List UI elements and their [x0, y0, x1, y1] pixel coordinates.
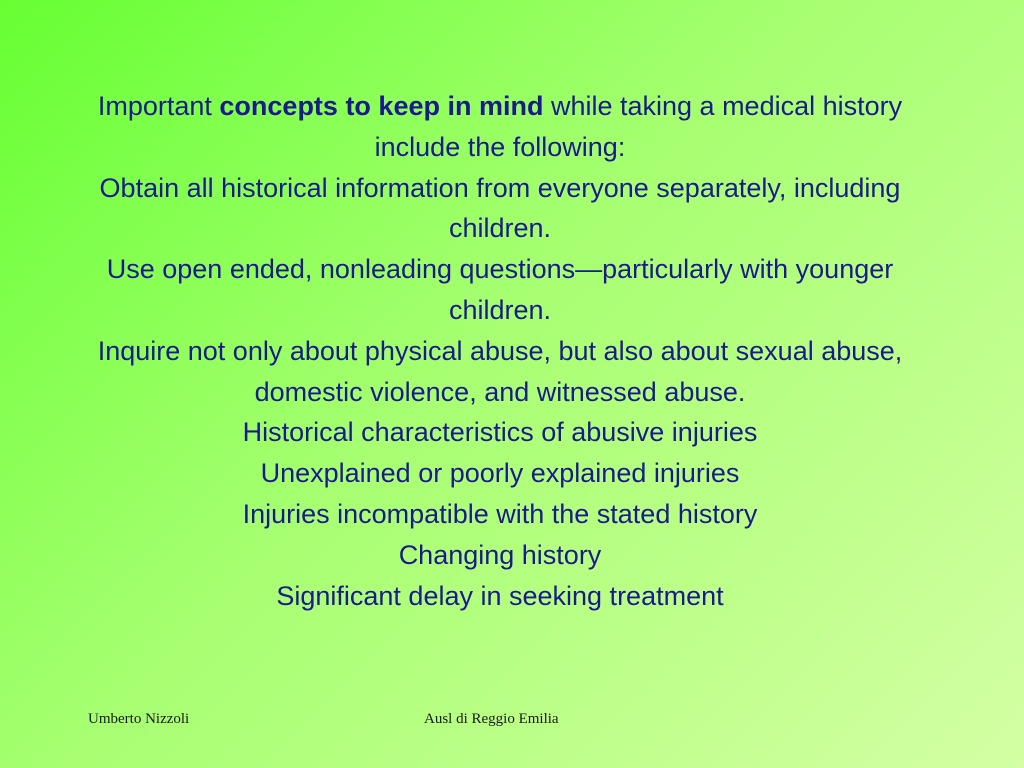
intro-text-before: Important [97, 91, 220, 121]
footer-author: Umberto Nizzoli [88, 711, 190, 727]
body-line-3: Inquire not only about physical abuse, but also about sexual abuse, domestic violence, and witnessed abuse. [97, 335, 903, 407]
intro-paragraph [60, 86, 940, 168]
intro-text-after: while taking a medical history include the following: [374, 91, 903, 162]
footer-organization: Ausl di Reggio Emilia [424, 711, 559, 727]
body-line-1: Obtain all historical information from everyone separately, including children. [99, 172, 901, 244]
body-line-6: Injuries incompatible with the stated history [242, 498, 758, 529]
slide-body [60, 86, 940, 616]
body-line-7: Changing history [398, 539, 602, 570]
body-line-4: Historical characteristics of abusive injuries [242, 417, 758, 448]
body-line-5: Unexplained or poorly explained injuries [260, 458, 740, 489]
body-line-2: Use open ended, nonleading questions—particularly with younger children. [106, 254, 894, 325]
body-line-8: Significant delay in seeking treatment [276, 580, 724, 611]
intro-emphasis: concepts to keep in mind [219, 91, 544, 121]
